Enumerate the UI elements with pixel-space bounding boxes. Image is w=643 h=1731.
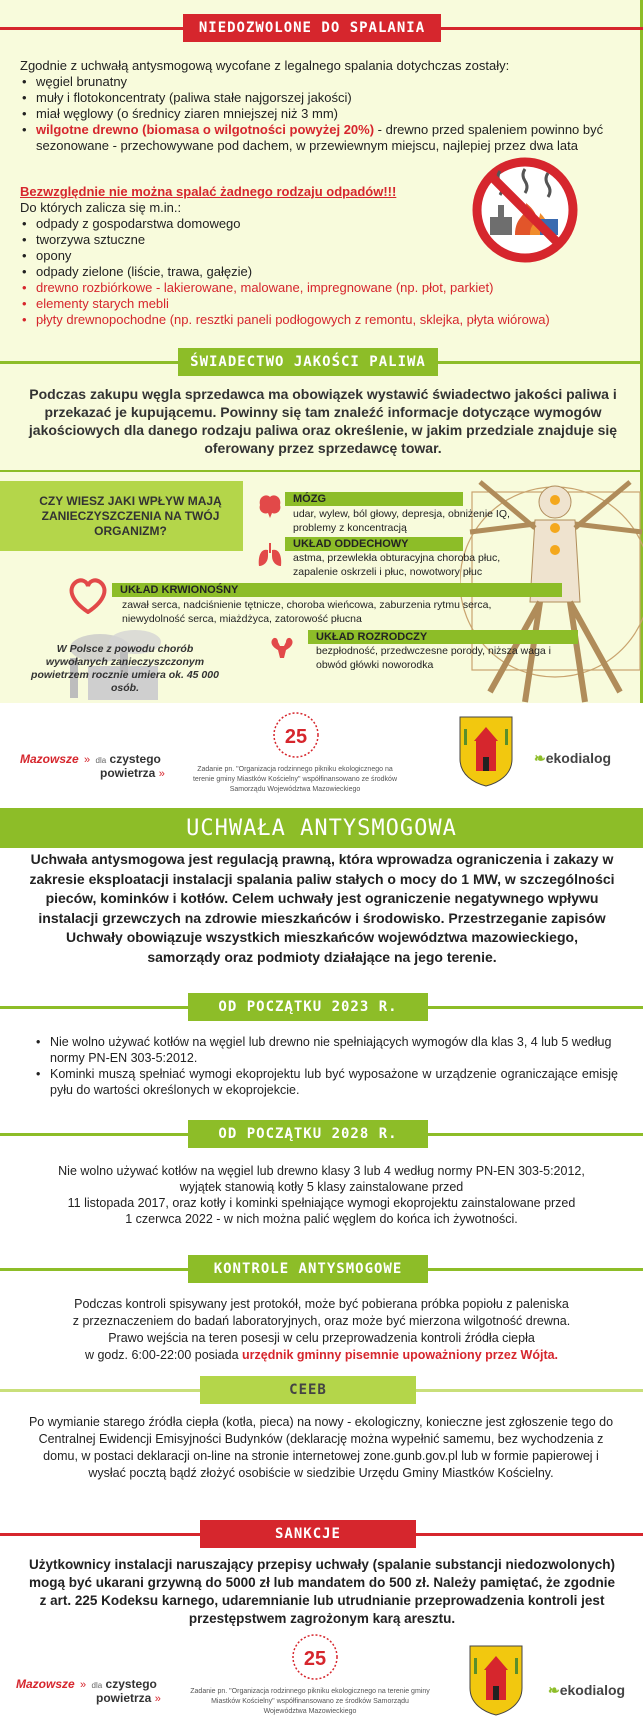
list-item: • odpady z gospodarstwa domowego (14, 216, 614, 232)
list-item: • elementy starych mebli (14, 296, 614, 312)
mazowsze-logo (16, 1677, 161, 1705)
banned-list (14, 74, 614, 154)
resolution-title: UCHWAŁA ANTYSMOGOWA (186, 815, 457, 841)
organ-circulatory-desc: zawał serca, nadciśnienie tętnicze, choroba wieńcowa, zaburzenia rytmu serca, niewydolność serca, miażdżyca, zatorowość płucna (122, 599, 492, 625)
controls-line: Podczas kontroli spisywany jest protokół, może być pobierana próbka popiołu z paleniska (74, 1297, 569, 1311)
list-item: • odpady zielone (liście, trawa, gałęzie) (14, 264, 614, 280)
funding-note: Zadanie pn. "Organizacja rodzinnego pikniku ekologicznego na terenie gminy Miastków Kościelny" współfinansowano ze środków Samorządu Województwa Mazowieckiego (192, 766, 398, 793)
logo-czystego: czystego (105, 1677, 157, 1691)
no-burning-icon (470, 155, 580, 265)
from-2028-line: 1 czerwca 2022 - w nich można palić węglem do końca ich żywotności. (125, 1212, 518, 1226)
controls-text (20, 1296, 623, 1364)
organ-respiratory-desc: astma, przewlekła obturacyjna choroba płuc, zapalenie oskrzeli i płuc, nowotwory płuc (293, 552, 501, 578)
sponsor-footer (0, 1630, 643, 1731)
certificate-text: Podczas zakupu węgla sprzedawca ma obowiązek wystawić świadectwo jakości paliwa i przekazać je kupującemu. Powinny się tam znaleźć informacje dotyczące wymogów jakościowych dla danego rodzaju paliwa oraz określenie, w jakim przedziale znajduje się oferowany przez sprzedawcę towar. (28, 386, 618, 456)
coat-of-arms-icon (458, 715, 514, 787)
uterus-icon (266, 634, 298, 662)
from-2028-line: wyjątek stanowią kotły 5 klasy zainstalowane przed (179, 1180, 464, 1194)
chevron-right-icon: » (80, 1679, 87, 1691)
from-2023-list (28, 1034, 618, 1098)
controls-authorized-official: urzędnik gminny pisemnie upoważniony przez Wójta. (242, 1348, 559, 1362)
banned-title: NIEDOZWOLONE DO SPALANIA (183, 14, 441, 42)
controls-line: Prawo wejścia na teren posesji w celu przeprowadzenia kontroli źródła ciepła (108, 1331, 535, 1345)
from-2023-title: OD POCZĄTKU 2023 R. (188, 993, 428, 1021)
list-item: • miał węglowy (o średnicy ziaren mniejszej niż 3 mm) (14, 106, 614, 122)
ekodialog-logo (534, 750, 611, 767)
list-item (14, 122, 614, 154)
list-item: • opony (14, 248, 614, 264)
wet-wood-highlight: wilgotne drewno (biomasa o wilgotności powyżej 20%) (36, 122, 375, 137)
ekodialog-wordmark: ekodialog (559, 1682, 626, 1698)
ekodialog-wordmark: ekodialog (545, 750, 612, 766)
list-item: • tworzywa sztuczne (14, 232, 614, 248)
controls-line: z przeznaczeniem do badań laboratoryjnych, oraz może być mierzona wilgotność drewna. (72, 1314, 571, 1328)
ceeb-text: Po wymianie starego źródła ciepła (kotła, pieca) na nowy - ekologiczny, konieczne jest zgłoszenie tego do Centralnej Ewidencji Emisyjności Budynków (deklarację można wypełnić samemu, bez wychodzenia z domu, w postaci deklaracji on-line na stronie internetowej zone.gunb.gov.pl lub w formie papierowej i wysłać pocztą bądź złożyć osobiście w siedzibie Urzędu Gminy Miastków Kościelny. (28, 1415, 614, 1480)
from-2028-title: OD POCZĄTKU 2028 R. (188, 1120, 428, 1148)
logo-powietrza: powietrza (100, 766, 156, 780)
banned-intro: Zgodnie z uchwałą antysmogową wycofane z legalnego spalania dotychczas zostały: (20, 58, 510, 73)
leaf-icon: ❧ (548, 1682, 560, 1698)
organ-reproductive-desc: bezpłodność, przedwczesne porody, niższa waga i obwód główki noworodka (316, 645, 552, 671)
resolution-text: Uchwała antysmogowa jest regulacją prawną, która wprowadza ograniczenia i zakazy w zakresie eksploatacji instalacji spalania paliw stałych o mocy do 1 MW, w szczególności pieców, kominków i kotłów. Celem uchwały jest ograniczenie negatywnego wpływu instalacji grzewczych na zdrowie mieszkańców i środowisko. Przestrzeganie zapisów Uchwały obowiązuje wszystkich mieszkańców województwa mazowieckiego, samorządy oraz podmioty działające na jego terenie. (29, 851, 615, 965)
from-2028-text (20, 1163, 623, 1227)
mazowsze-wordmark: Mazowsze (16, 1677, 75, 1691)
organ-brain-label: MÓZG (285, 492, 463, 506)
badge-number: 25 (284, 726, 308, 748)
list-item: • Kominki muszą spełniać wymogi ekoprojektu lub być wyposażone w urządzenie ograniczające emisję pyłu do wartości określonych w ekoprojekcie. (28, 1066, 618, 1098)
lungs-icon (256, 542, 284, 568)
organ-circulatory-label: UKŁAD KRWIONOŚNY (112, 583, 562, 597)
brain-icon (256, 493, 284, 519)
heart-icon (68, 578, 108, 614)
mazowsze-wordmark: Mazowsze (20, 752, 79, 766)
list-item: • węgiel brunatny (14, 74, 614, 90)
organ-brain-desc: udar, wylew, ból głowy, depresja, obniżenie IQ, problemy z koncentracją (293, 508, 510, 534)
anniversary-badge-icon (271, 710, 321, 760)
waste-warning: Bezwzględnie nie można spalać żadnego rodzaju odpadów!!! (20, 184, 397, 199)
certificate-title: ŚWIADECTWO JAKOŚCI PALIWA (178, 348, 438, 376)
badge-number: 25 (303, 1648, 327, 1670)
sanctions-text: Użytkownicy instalacji naruszający przepisy uchwały (spalanie substancji niedozwolonych) mogą być ukarani grzywną do 5000 zł lub mandatem do 500 zł. Należy pamiętać, że zgodnie z art. 225 Kodeksu karnego, udaremnianie lub utrudnianie przeprowadzenia kontroli jest przestępstwem zagrożonym karą aresztu. (29, 1557, 615, 1626)
ekodialog-logo (548, 1682, 625, 1699)
controls-line (20, 1347, 623, 1364)
wet-wood-note: - drewno przed spaleniem powinno być sezonowane - przechowywane pod dachem, w przewiewnym miejscu, najlepiej przez dwa lata (36, 122, 604, 153)
list-item: • Nie wolno używać kotłów na węgiel lub drewno nie spełniających wymogów dla klas 3, 4 lub 5 według normy PN-EN 303-5:2012. (28, 1034, 618, 1066)
organ-reproductive-label: UKŁAD ROZRODCZY (308, 630, 578, 644)
chevron-right-icon: » (158, 768, 165, 780)
chevron-right-icon: » (84, 754, 91, 766)
organ-respiratory-label: UKŁAD ODDECHOWY (285, 537, 463, 551)
from-2028-line: Nie wolno używać kotłów na węgiel lub drewno klasy 3 lub 4 według normy PN-EN 303-5:2012, (58, 1164, 585, 1178)
deaths-statistic: W Polsce z powodu chorób wywołanych zanieczyszczonym powietrzem rocznie umiera ok. 45 000 osób. (31, 643, 219, 694)
waste-intro: Do których zalicza się m.in.: (20, 200, 182, 215)
list-item: • płyty drewnopochodne (np. resztki paneli podłogowych z remontu, sklejka, płyta wiórowa) (14, 312, 614, 328)
logo-czystego: czystego (109, 752, 161, 766)
sanctions-title: SANKCJE (200, 1520, 416, 1548)
sponsor-footer (0, 710, 643, 808)
leaf-icon: ❧ (534, 750, 546, 766)
controls-hours: w godz. 6:00-22:00 posiada (84, 1348, 239, 1362)
funding-note: Zadanie pn. "Organizacja rodzinnego pikniku ekologicznego na terenie gminy Miastków Kościelny" współfinansowano ze środków Samorządu Województwa Mazowieckiego (190, 1688, 430, 1715)
logo-dla: dla (95, 756, 107, 765)
anniversary-badge-icon (290, 1632, 340, 1682)
ceeb-title: CEEB (200, 1376, 416, 1404)
health-question: CZY WIESZ JAKI WPŁYW MAJĄ ZANIECZYSZCZENIA NA TWÓJ ORGANIZM? (39, 494, 222, 538)
coat-of-arms-icon (468, 1644, 524, 1716)
from-2028-line: 11 listopada 2017, oraz kotły i kominki spełniające wymogi ekoprojektu zainstalowane przed (67, 1196, 576, 1210)
logo-powietrza: powietrza (96, 1691, 152, 1705)
logo-dla: dla (91, 1681, 103, 1690)
controls-title: KONTROLE ANTYSMOGOWE (188, 1255, 428, 1283)
mazowsze-logo (20, 752, 165, 780)
list-item: • muły i flotokoncentraty (paliwa stałe najgorszej jakości) (14, 90, 614, 106)
chevron-right-icon: » (154, 1693, 161, 1705)
list-item: • drewno rozbiórkowe - lakierowane, malowane, impregnowane (np. płot, parkiet) (14, 280, 614, 296)
